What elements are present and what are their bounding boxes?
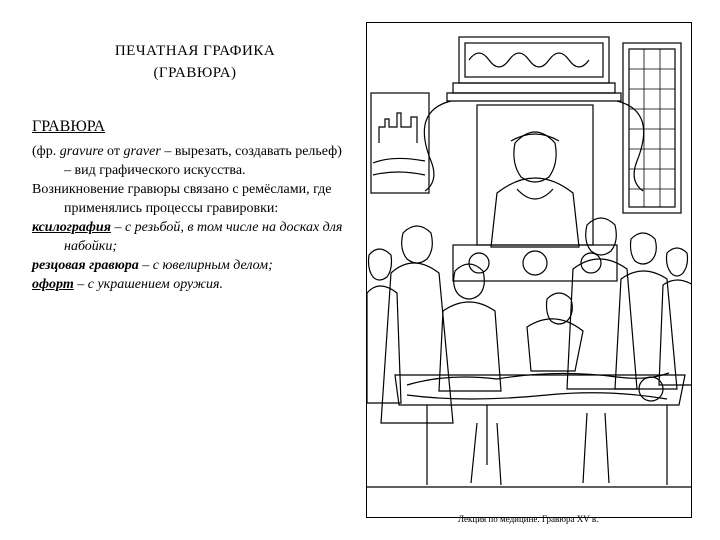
definition-paragraph xyxy=(32,142,352,180)
engraving-illustration xyxy=(366,22,692,518)
technique-desc: – с резьбой, в том числе на досках для набойки; xyxy=(64,220,343,254)
technique-term: офорт xyxy=(32,277,74,292)
lectern xyxy=(453,245,617,281)
technique-etching xyxy=(32,275,352,294)
lecturer-niche xyxy=(477,105,593,245)
figure-head xyxy=(402,226,433,263)
canopy-top xyxy=(459,37,609,83)
canopy-ornament xyxy=(469,53,589,67)
engraving-artwork xyxy=(367,23,692,518)
technique-xylography xyxy=(32,218,352,256)
figure-robe xyxy=(381,263,453,423)
right-bracket xyxy=(617,101,644,191)
technique-desc: – с ювелирным делом; xyxy=(138,258,273,273)
page-title xyxy=(40,40,350,84)
body-text xyxy=(32,142,352,294)
lecturer-robe xyxy=(491,178,579,247)
left-bracket xyxy=(424,101,451,191)
technique-desc: – с украшением оружия. xyxy=(73,277,223,292)
technique-term: ксилография xyxy=(32,220,111,235)
title-line-2: (ГРАВЮРА) xyxy=(153,65,237,81)
lectern-rosette xyxy=(523,251,547,275)
origin-paragraph: Возникновение гравюры связано с ремёслами, где применялись процессы гравировки: xyxy=(32,182,332,216)
section-heading: ГРАВЮРА xyxy=(32,118,106,135)
definition-suffix: – вырезать, создавать рельеф) – вид графического искусства. xyxy=(64,144,342,178)
image-caption: Лекция по медицине. Гравюра XV в. xyxy=(458,514,599,524)
technique-term: резцовая гравюра xyxy=(32,258,139,273)
technique-engraving xyxy=(32,256,352,275)
title-line-1: ПЕЧАТНАЯ ГРАФИКА xyxy=(114,43,276,59)
term-graver: graver xyxy=(123,144,161,159)
definition-prefix: (фр. xyxy=(32,144,60,159)
lecturer-head xyxy=(514,132,556,182)
definition-mid: от xyxy=(103,144,124,159)
city-skyline xyxy=(379,113,417,143)
landscape-window xyxy=(371,93,429,193)
term-gravure: gravure xyxy=(59,144,104,159)
table-legs xyxy=(427,405,667,485)
lattice-window xyxy=(623,43,681,213)
